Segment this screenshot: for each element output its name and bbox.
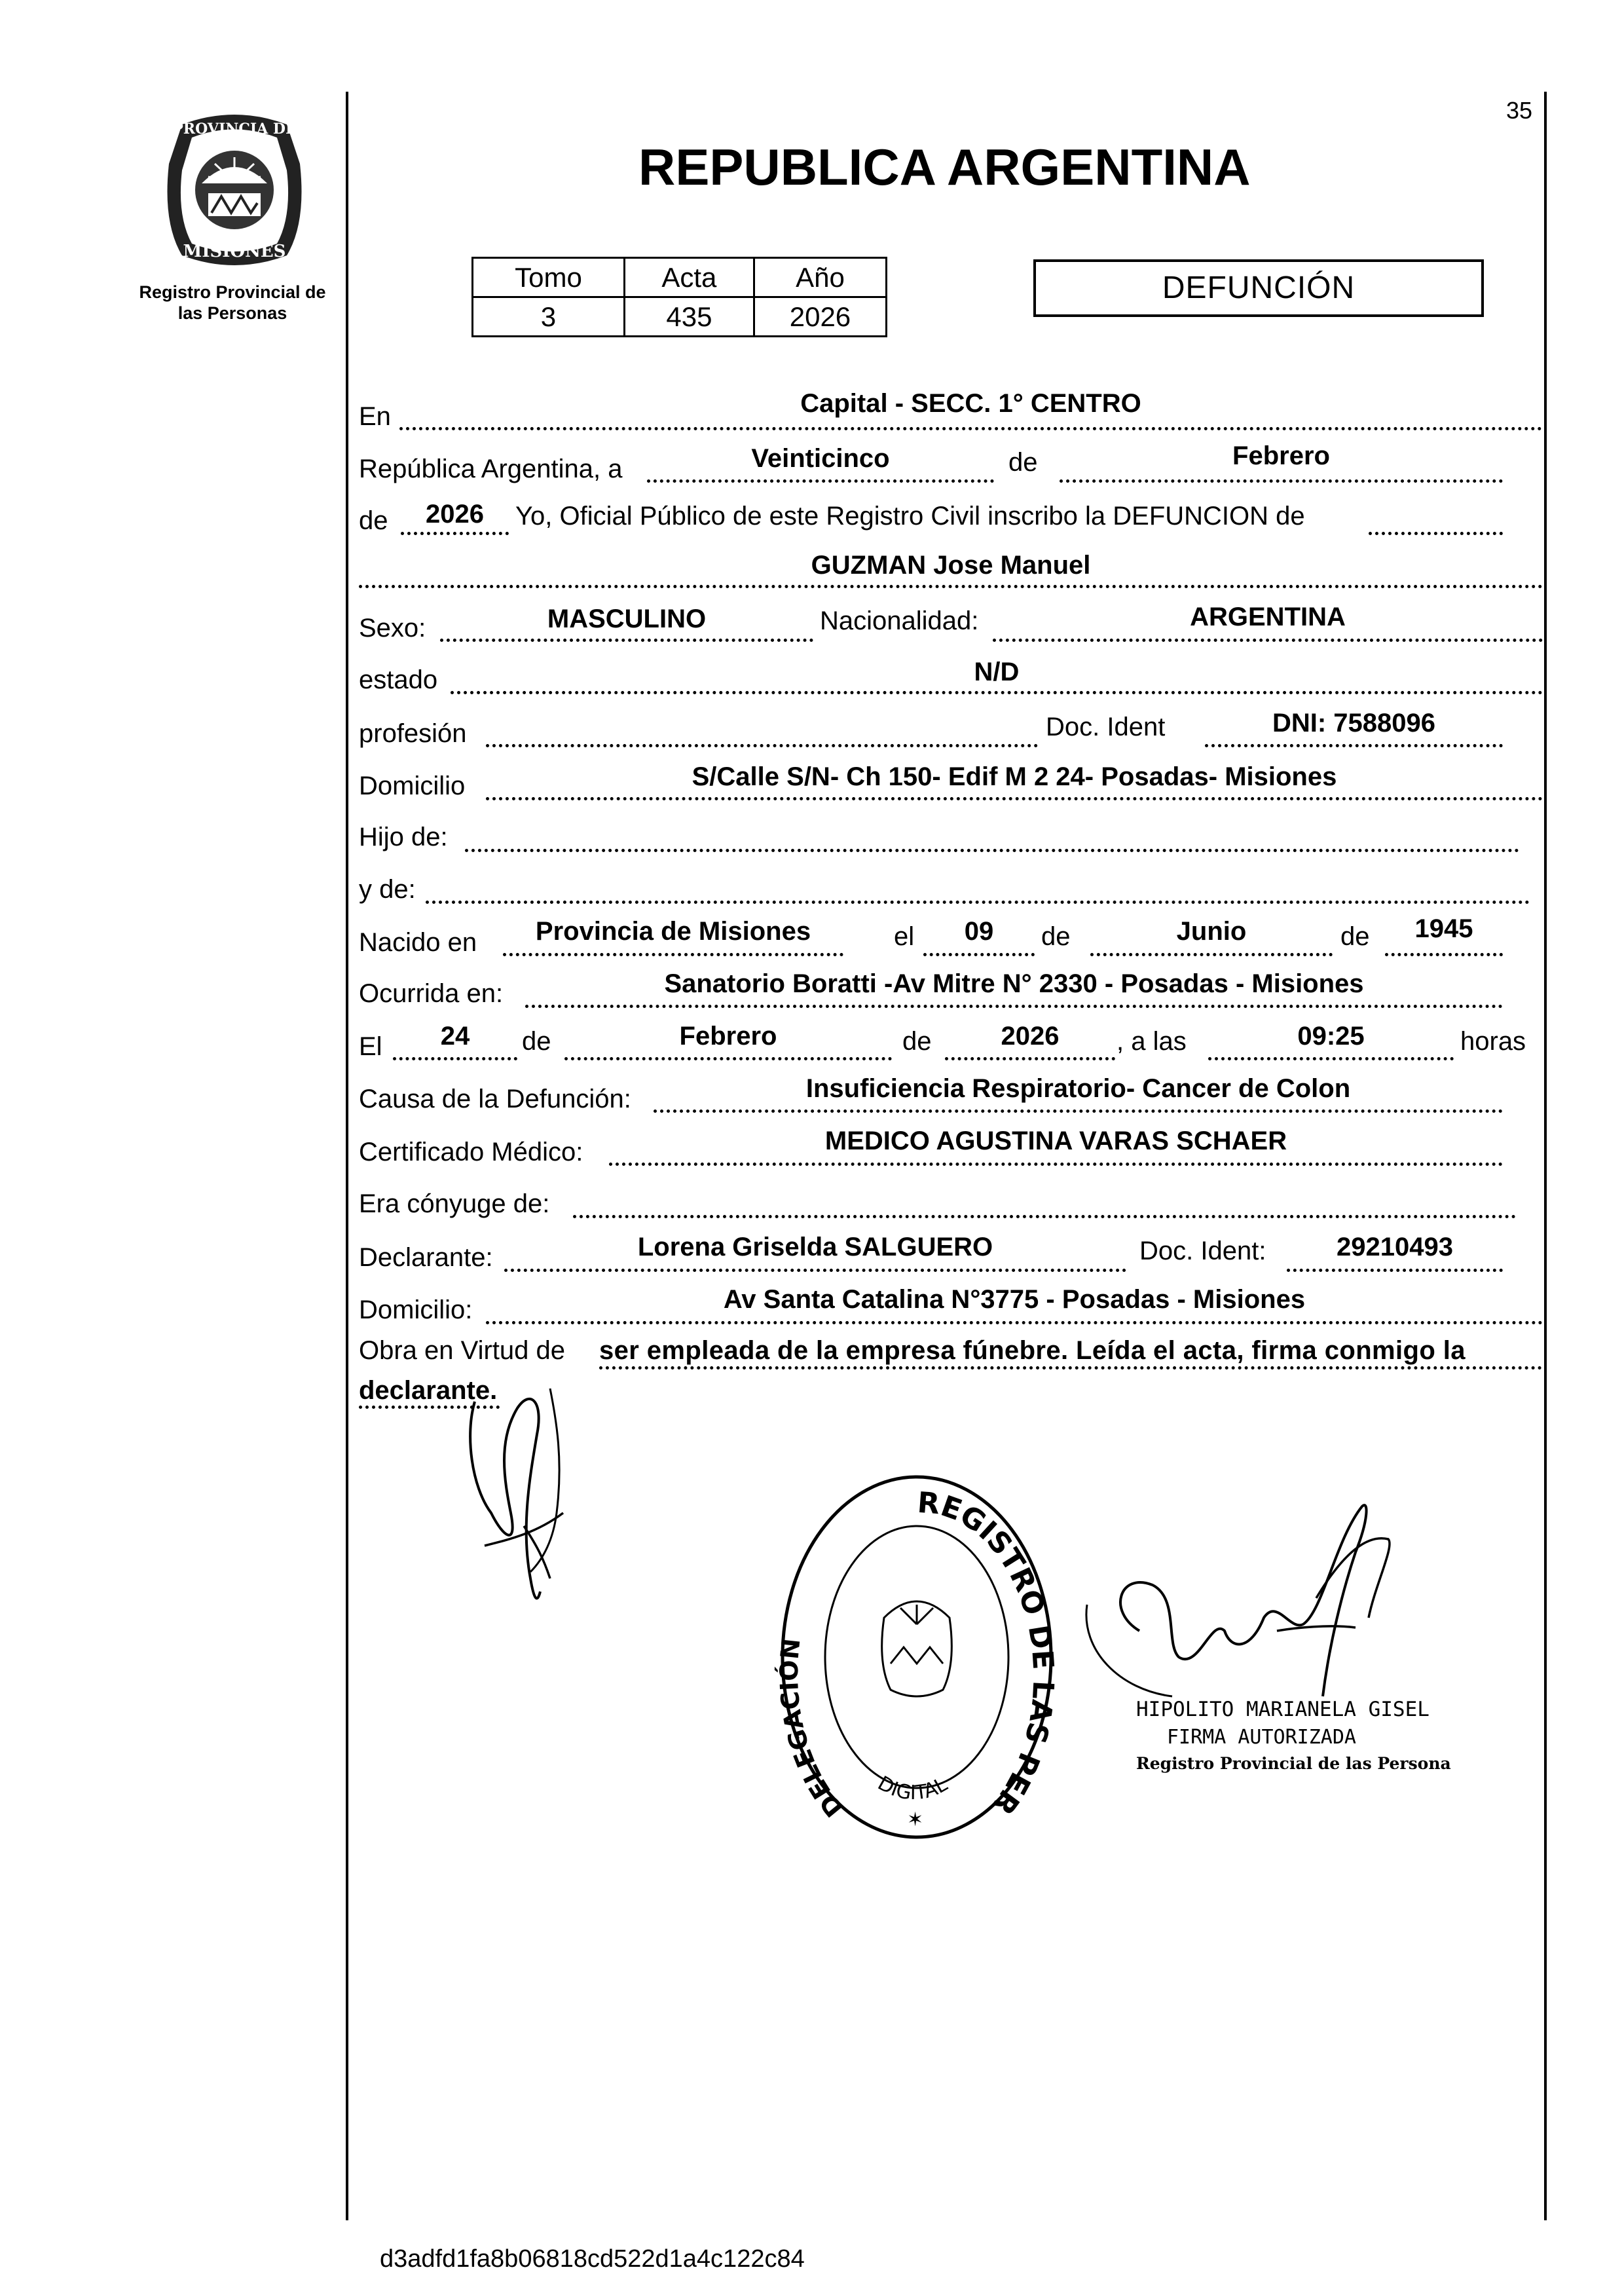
label-de-def-mes: de: [522, 1027, 551, 1056]
dots-domicilio: [486, 797, 1543, 800]
dots-nac-mes: [1090, 953, 1333, 956]
dots-nacido-en: [503, 953, 843, 956]
dots-certificado: [609, 1163, 1503, 1166]
value-nac-anio: 1945: [1414, 914, 1473, 943]
label-el-dia: El: [359, 1032, 382, 1061]
label-el: el: [894, 922, 915, 951]
svg-text:✶: ✶: [907, 1808, 924, 1831]
dots-def-anio: [945, 1057, 1115, 1060]
dots-def-mes: [564, 1057, 892, 1060]
dots-estado: [451, 691, 1543, 694]
anio-value: 2026: [754, 297, 886, 337]
dots-nacionalidad: [993, 639, 1543, 642]
label-de-nac-anio: de: [1340, 922, 1370, 951]
dots-inscribo-end: [1369, 532, 1503, 535]
value-mes: Febrero: [1232, 441, 1330, 470]
label-certificado: Certificado Médico:: [359, 1138, 583, 1166]
label-a-las: , a las: [1116, 1027, 1187, 1056]
value-obra-line1: ser empleada de la empresa fúnebre. Leída el acta, firma conmigo la: [599, 1336, 1466, 1365]
dots-ocurrida-en: [525, 1005, 1503, 1008]
label-de-mes: de: [1008, 448, 1038, 477]
org-name: Registro Provincial de las Personas: [139, 282, 326, 324]
anio-header: Año: [754, 258, 886, 297]
record-number-table: [471, 257, 887, 337]
value-nombre: GUZMAN Jose Manuel: [811, 551, 1091, 580]
label-domicilio-declarante: Domicilio:: [359, 1296, 473, 1324]
right-margin-line: [1544, 92, 1547, 2220]
value-def-hora: 09:25: [1297, 1022, 1365, 1051]
official-org: Registro Provincial de las Persona: [1136, 1754, 1451, 1773]
svg-text:MISIONES: MISIONES: [183, 242, 286, 261]
value-doc: DNI: 7588096: [1272, 709, 1436, 737]
dots-def-dia: [393, 1057, 517, 1060]
label-horas: horas: [1460, 1027, 1526, 1056]
misiones-logo: [156, 105, 313, 275]
dots-nombre: [359, 585, 1543, 588]
value-anio: 2026: [426, 500, 484, 529]
label-hijo-de: Hijo de:: [359, 823, 448, 851]
label-de-anio: de: [359, 506, 388, 535]
page-number: 35: [1506, 97, 1533, 124]
value-estado: N/D: [974, 658, 1020, 686]
value-declarante: Lorena Griselda SALGUERO: [637, 1233, 993, 1261]
label-ocurrida-en: Ocurrida en:: [359, 979, 504, 1008]
value-nac-mes: Junio: [1176, 917, 1247, 946]
label-y-de: y de:: [359, 875, 416, 904]
dots-mes: [1060, 479, 1503, 483]
value-def-dia: 24: [440, 1022, 470, 1051]
dots-declarante: [504, 1269, 1126, 1272]
dots-causa: [654, 1109, 1503, 1113]
official-stamp: [773, 1467, 1061, 1847]
label-nacido-en: Nacido en: [359, 928, 477, 957]
official-signature: [1080, 1500, 1454, 1716]
svg-text:DELEGACIÓN: DELEGACIÓN: [774, 1637, 849, 1823]
svg-text:PROVINCIA DE: PROVINCIA DE: [172, 121, 297, 138]
label-domicilio: Domicilio: [359, 772, 466, 800]
official-role: FIRMA AUTORIZADA: [1167, 1726, 1356, 1749]
label-de-def-anio: de: [902, 1027, 932, 1056]
label-republica: República Argentina, a: [359, 455, 623, 483]
svg-text:DIGITAL: DIGITAL: [874, 1772, 951, 1805]
dots-anio: [401, 532, 509, 535]
page-title: REPUBLICA ARGENTINA: [638, 138, 1251, 196]
value-nac-dia: 09: [964, 917, 994, 946]
value-declarante-doc: 29210493: [1337, 1233, 1453, 1261]
svg-text:REGISTRO DE LAS PERSONAS: REGISTRO DE LAS PER: [916, 1485, 1060, 1821]
dots-profesion: [486, 744, 1038, 747]
value-causa: Insuficiencia Respiratorio- Cancer de Colon: [805, 1074, 1351, 1103]
dots-doc: [1205, 744, 1503, 747]
declarant-signature: [458, 1382, 589, 1611]
label-declarante: Declarante:: [359, 1243, 493, 1272]
value-sexo: MASCULINO: [547, 605, 707, 633]
dots-declarante-doc: [1287, 1269, 1503, 1272]
label-sexo: Sexo:: [359, 614, 426, 643]
value-declarante-domicilio: Av Santa Catalina N°3775 - Posadas - Misiones: [723, 1285, 1306, 1314]
value-obra-line2: declarante.: [359, 1376, 498, 1405]
tomo-value: 3: [473, 297, 625, 337]
dots-lugar: [399, 427, 1542, 430]
label-profesion: profesión: [359, 719, 467, 748]
dots-y-de: [426, 901, 1530, 904]
left-margin-line: [346, 92, 348, 2220]
value-domicilio: S/Calle S/N- Ch 150- Edif M 2 24- Posadas- Misiones: [692, 762, 1337, 791]
document-hash: d3adfd1fa8b06818cd522d1a4c122c84: [380, 2245, 805, 2273]
official-name: HIPOLITO MARIANELA GISEL: [1136, 1698, 1430, 1721]
label-doc-ident-declarante: Doc. Ident:: [1139, 1237, 1266, 1265]
tomo-header: Tomo: [473, 258, 625, 297]
value-ocurrida-en: Sanatorio Boratti -Av Mitre N° 2330 - Posadas - Misiones: [664, 969, 1364, 998]
label-doc-ident: Doc. Ident: [1046, 713, 1166, 741]
dots-obra-line1: [599, 1366, 1542, 1370]
acta-value: 435: [624, 297, 754, 337]
label-estado: estado: [359, 665, 438, 694]
dots-hijo-de: [465, 849, 1519, 852]
value-def-mes: Febrero: [679, 1022, 777, 1051]
value-nacido-en: Provincia de Misiones: [535, 917, 811, 946]
label-inscribo: Yo, Oficial Público de este Registro Civil inscribo la DEFUNCION de: [515, 502, 1305, 531]
label-causa: Causa de la Defunción:: [359, 1085, 631, 1113]
value-certificado: MEDICO AGUSTINA VARAS SCHAER: [824, 1127, 1287, 1155]
acta-header: Acta: [624, 258, 754, 297]
label-conyuge: Era cónyuge de:: [359, 1189, 550, 1218]
dots-dia: [647, 479, 994, 483]
label-nacionalidad: Nacionalidad:: [820, 606, 979, 635]
dots-nac-anio: [1385, 953, 1503, 956]
dots-nac-dia: [923, 953, 1035, 956]
dots-def-hora: [1208, 1057, 1454, 1060]
label-en: En: [359, 402, 391, 431]
dots-sexo: [440, 639, 813, 642]
value-lugar: Capital - SECC. 1° CENTRO: [800, 389, 1141, 418]
record-type-box: DEFUNCIÓN: [1033, 259, 1484, 317]
value-def-anio: 2026: [1001, 1022, 1060, 1051]
label-de-nac-mes: de: [1041, 922, 1071, 951]
dots-declarante-domicilio: [486, 1321, 1543, 1324]
label-obra: Obra en Virtud de: [359, 1336, 566, 1365]
value-dia-letras: Veinticinco: [751, 444, 890, 473]
value-nacionalidad: ARGENTINA: [1190, 603, 1346, 631]
dots-conyuge: [573, 1215, 1516, 1218]
